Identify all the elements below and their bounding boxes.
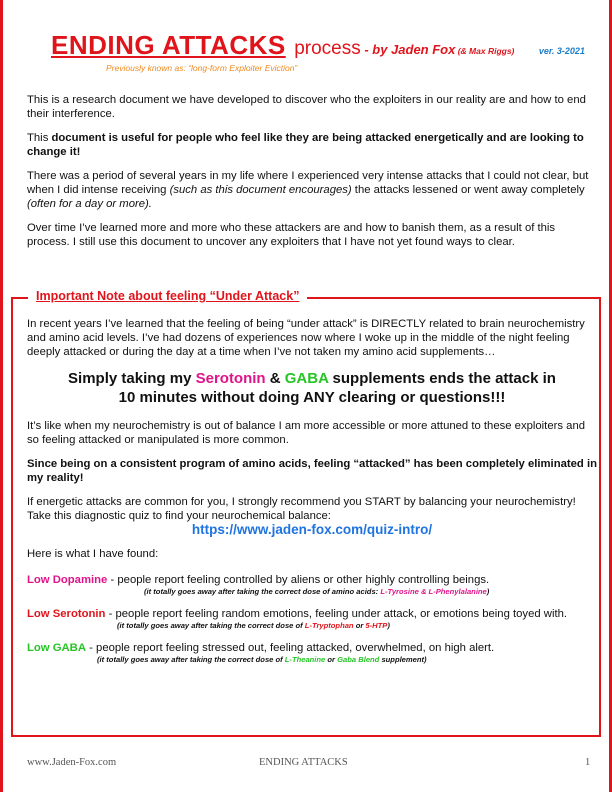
condition-gaba-desc: - people report feeling stressed out, feeling attacked, overwhelmed, on high alert. — [86, 642, 495, 654]
condition-dopamine-sub — [27, 587, 597, 597]
headline-serotonin: Serotonin — [195, 370, 266, 387]
condition-dopamine-name: Low Dopamine — [27, 574, 108, 586]
condition-dopamine-line — [27, 573, 597, 587]
condition-dopamine — [27, 573, 597, 597]
note-paragraph-3 — [27, 457, 597, 485]
condition-serotonin — [27, 607, 597, 631]
gaba-sub-or: or — [325, 655, 338, 664]
condition-serotonin-sub — [27, 621, 597, 631]
serotonin-sub-a: (it totally goes away after taking the correct dose of — [117, 621, 305, 630]
condition-dopamine-desc: - people report feeling controlled by aliens or other highly controlling beings. — [107, 574, 490, 586]
intro-paragraph-2 — [27, 131, 597, 159]
important-note-content — [27, 317, 597, 665]
important-note-title: Important Note about feeling “Under Attack” — [36, 289, 300, 303]
serotonin-sub-b: ) — [387, 621, 390, 630]
gaba-sub-blend: Gaba Blend — [337, 655, 380, 664]
subtitle: Previously known as: “long-form Exploiter Eviction” — [106, 63, 298, 73]
intro-p3-b: the attacks lessened or went away completely — [351, 184, 585, 196]
intro-paragraph-4: Over time I’ve learned more and more who these attackers are and how to banish them, as a result of this process. I still use this document to uncover any exploiters that I have not yet found ways to clear. — [27, 222, 556, 248]
important-note-title-wrap — [28, 287, 307, 305]
intro-p3-italic-2: (often for a day or more). — [27, 198, 152, 210]
condition-gaba — [27, 641, 597, 665]
version-label: ver. 3-2021 — [538, 46, 585, 56]
footer-page-number: 1 — [585, 757, 591, 768]
note-p3-bold: Since being on a consistent program of amino acids, feeling “attacked” has been completely eliminated in my reality! — [27, 458, 598, 484]
gaba-sub-a: (it totally goes away after taking the correct dose of — [97, 655, 285, 664]
title-row — [51, 30, 585, 61]
intro-p2-lead: This — [27, 132, 52, 144]
serotonin-sub-tryptophan: L-Tryptophan — [304, 621, 354, 630]
footer-site: www.Jaden-Fox.com — [27, 757, 117, 768]
intro-p2-bold: document is useful for people who feel like they are being attacked energetically and are looking to change it! — [27, 132, 584, 158]
dopamine-sub-a: (it totally goes away after taking the correct dose of amino acids: — [144, 587, 381, 596]
intro-paragraph-3 — [27, 169, 597, 211]
headline-c: 10 minutes without doing ANY clearing or questions!!! — [118, 389, 506, 406]
gaba-sub-b: supplement) — [379, 655, 427, 664]
intro-section — [27, 93, 597, 259]
note-headline — [27, 369, 597, 407]
headline-gaba: GABA — [284, 370, 329, 387]
headline-b: supplements ends the attack in — [328, 370, 556, 387]
note-paragraph-4 — [27, 495, 597, 537]
condition-serotonin-line — [27, 607, 597, 621]
headline-a: Simply taking my — [68, 370, 196, 387]
document-title: ENDING ATTACKS — [51, 30, 286, 60]
condition-serotonin-name: Low Serotonin — [27, 608, 106, 620]
serotonin-sub-or: or — [353, 621, 366, 630]
footer-doc-title: ENDING ATTACKS — [259, 757, 348, 768]
intro-p3-a: There was a period of several years in my life where I experienced very intense attacks that I could not clear, but when I did intense receiving — [27, 170, 589, 196]
title-author: - by Jaden Fox — [360, 42, 456, 57]
condition-gaba-line — [27, 641, 597, 655]
intro-p3-italic-1: (such as this document encourages) — [169, 184, 352, 196]
intro-paragraph-1: This is a research document we have developed to discover who the exploiters in our reality are and how to end their interference. — [27, 94, 586, 120]
title-process: process — [294, 38, 361, 59]
found-intro: Here is what I have found: — [27, 548, 159, 560]
quiz-link[interactable]: https://www.jaden-fox.com/quiz-intro/ — [191, 522, 433, 537]
condition-serotonin-desc: - people report feeling random emotions, feeling under attack, or emotions being toyed with. — [105, 608, 568, 620]
title-credit: (& Max Riggs) — [455, 46, 515, 56]
dopamine-sub-b: ) — [486, 587, 490, 596]
headline-amp: & — [265, 370, 285, 387]
condition-gaba-sub — [27, 655, 597, 665]
note-paragraph-2: It’s like when my neurochemistry is out of balance I am more accessible or more attuned to these exploiters and so feeling attacked or manipulated is more common. — [27, 420, 586, 446]
dopamine-sub-aminos: L-Tyrosine & L-Phenylalanine — [380, 587, 487, 596]
serotonin-sub-5htp: 5-HTP — [365, 621, 388, 630]
note-p4-text: If energetic attacks are common for you, I strongly recommend you START by balancing your neurochemistry! Take this diagnostic quiz to find your neurochemical balance: — [27, 496, 576, 522]
condition-gaba-name: Low GABA — [27, 642, 86, 654]
gaba-sub-theanine: L-Theanine — [284, 655, 326, 664]
note-paragraph-1: In recent years I’ve learned that the feeling of being “under attack” is DIRECTLY related to brain neurochemistry and amino acid levels. I’ve had dozens of experiences now where I woke up in the middle of the night feeling deeply attacked or during the day at a time when I’ve not taken my amino acid supplements… — [27, 318, 585, 358]
